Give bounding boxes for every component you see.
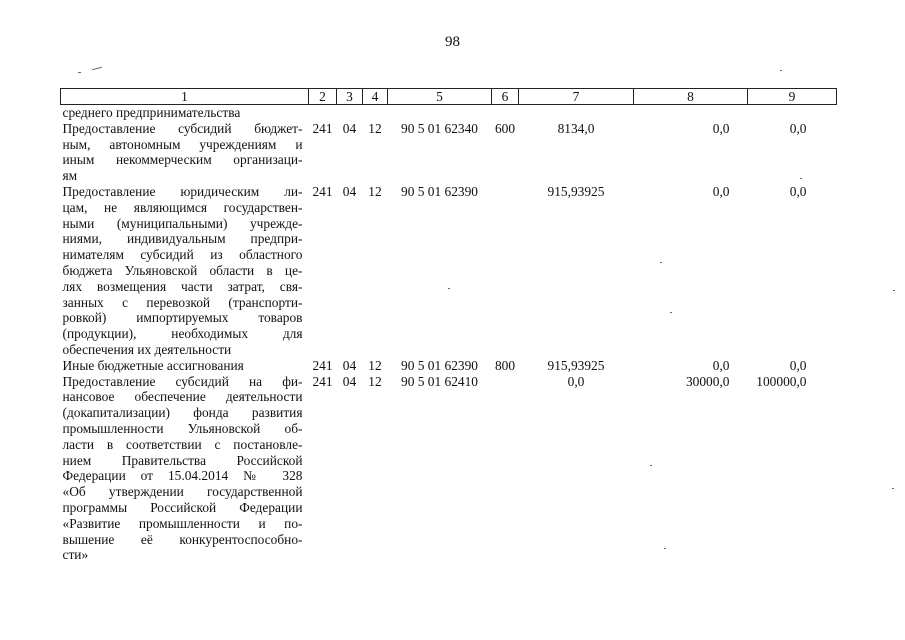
- cell-c2: 241: [312, 183, 333, 199]
- page-number: 98: [445, 34, 460, 50]
- cell-c7: 0,0: [567, 373, 585, 389]
- description-line: нием Правительства Российской: [62, 452, 303, 468]
- cell-c4: [363, 105, 388, 121]
- scan-speck: [892, 488, 894, 489]
- table-row: [61, 184, 837, 358]
- column-header: 5: [388, 89, 492, 105]
- column-header: 3: [337, 89, 363, 105]
- column-header: 2: [309, 89, 337, 105]
- cell-c7: [519, 105, 634, 121]
- cell-c7: 915,93925: [547, 357, 605, 373]
- cell-c3: 04: [342, 373, 357, 389]
- description-line: Предоставление юридическим ли-: [62, 183, 303, 199]
- cell-c9: 0,0: [789, 357, 807, 373]
- cell-c6: 600: [494, 120, 516, 136]
- row-description: [61, 358, 309, 374]
- column-header: 8: [634, 89, 748, 105]
- cell-c2: 241: [312, 373, 333, 389]
- cell-c5: 90 5 01 62390: [401, 357, 478, 373]
- cell-c8: 0,0: [712, 183, 730, 199]
- cell-c9: 0,0: [789, 183, 807, 199]
- cell-c6: [492, 184, 519, 358]
- column-header: 9: [748, 89, 837, 105]
- cell-c3: 04: [342, 120, 357, 136]
- row-description: [61, 184, 309, 358]
- cell-c2: 241: [312, 357, 333, 373]
- header-row: [61, 89, 837, 105]
- cell-c8: 0,0: [712, 357, 730, 373]
- cell-c4: 12: [368, 183, 382, 199]
- description-line: лях возмещения части затрат, свя-: [62, 278, 303, 294]
- description-line: (продукции), необходимых для: [62, 326, 303, 342]
- description-line: программы Российской Федерации: [62, 499, 303, 515]
- row-description: [61, 121, 309, 184]
- cell-c4: 12: [368, 120, 382, 136]
- row-description: [61, 374, 309, 564]
- cell-c5: 90 5 01 62340: [401, 120, 478, 136]
- cell-c8: [634, 105, 748, 121]
- description-line: нансовое обеспечение деятельности: [62, 389, 303, 405]
- column-header: 4: [363, 89, 388, 105]
- cell-c5: [388, 105, 492, 121]
- cell-c9: 0,0: [789, 120, 807, 136]
- cell-c6: [492, 374, 519, 564]
- description-line: Предоставление субсидий на фи-: [62, 373, 303, 389]
- column-header: 7: [519, 89, 634, 105]
- cell-c2: [309, 105, 337, 121]
- cell-c4: 12: [368, 373, 382, 389]
- cell-c7: 915,93925: [547, 183, 605, 199]
- description-line: «Об утверждении государственной: [62, 484, 303, 500]
- cell-c6: 800: [494, 357, 516, 373]
- description-line: обеспечения их деятельности: [62, 341, 232, 357]
- description-line: ным, автономным учреждениям и: [62, 136, 303, 152]
- description-line: среднего предпринимательства: [62, 105, 241, 120]
- description-line: промышленности Ульяновской об-: [62, 420, 303, 436]
- description-line: ровкой) импортируемых товаров: [62, 310, 303, 326]
- description-line: Иные бюджетные ассигнования: [62, 357, 244, 373]
- cell-c5: 90 5 01 62390: [401, 183, 478, 199]
- description-line: нимателям субсидий из областного: [62, 247, 303, 263]
- cell-c8: 30000,0: [685, 373, 730, 389]
- cell-c6: [492, 105, 519, 121]
- scan-speck: [893, 290, 895, 291]
- description-line: «Развитие промышленности и по-: [62, 515, 303, 531]
- description-line: ниями, индивидуальным предпри-: [62, 231, 303, 247]
- cell-c3: [337, 105, 363, 121]
- description-line: ласти в соответствии с постановле-: [62, 436, 303, 452]
- scan-speck: [780, 70, 782, 71]
- scan-speck: [78, 72, 81, 73]
- table-row: [61, 105, 837, 121]
- cell-c8: 0,0: [712, 120, 730, 136]
- description-line: ям: [62, 168, 78, 184]
- budget-table: [60, 88, 837, 563]
- cell-c5: 90 5 01 62410: [401, 373, 478, 389]
- cell-c4: 12: [368, 357, 382, 373]
- cell-c3: 04: [342, 357, 357, 373]
- cell-c2: 241: [312, 120, 333, 136]
- description-line: ными (муниципальными) учрежде-: [62, 215, 303, 231]
- description-line: иным некоммерческим организаци-: [62, 152, 303, 168]
- description-line: вышение её конкурентоспособно-: [62, 531, 303, 547]
- description-line: занных с перевозкой (транспорти-: [62, 294, 303, 310]
- cell-c9: [748, 105, 837, 121]
- description-line: (докапитализации) фонда развития: [62, 405, 303, 421]
- column-header: 6: [492, 89, 519, 105]
- cell-c7: 8134,0: [557, 120, 595, 136]
- description-line: Федерации от 15.04.2014 № 328: [62, 468, 303, 484]
- table-row: [61, 358, 837, 374]
- description-line: бюджета Ульяновской области в це-: [62, 262, 303, 278]
- cell-c3: 04: [342, 183, 357, 199]
- description-line: цам, не являющимся государствен-: [62, 199, 303, 215]
- description-line: Предоставление субсидий бюджет-: [62, 120, 303, 136]
- description-line: сти»: [62, 547, 89, 563]
- row-description: [61, 105, 309, 121]
- cell-c9: 100000,0: [756, 373, 807, 389]
- scan-speck: [92, 67, 102, 71]
- column-header: 1: [61, 89, 309, 105]
- table-row: [61, 374, 837, 564]
- table-row: [61, 121, 837, 184]
